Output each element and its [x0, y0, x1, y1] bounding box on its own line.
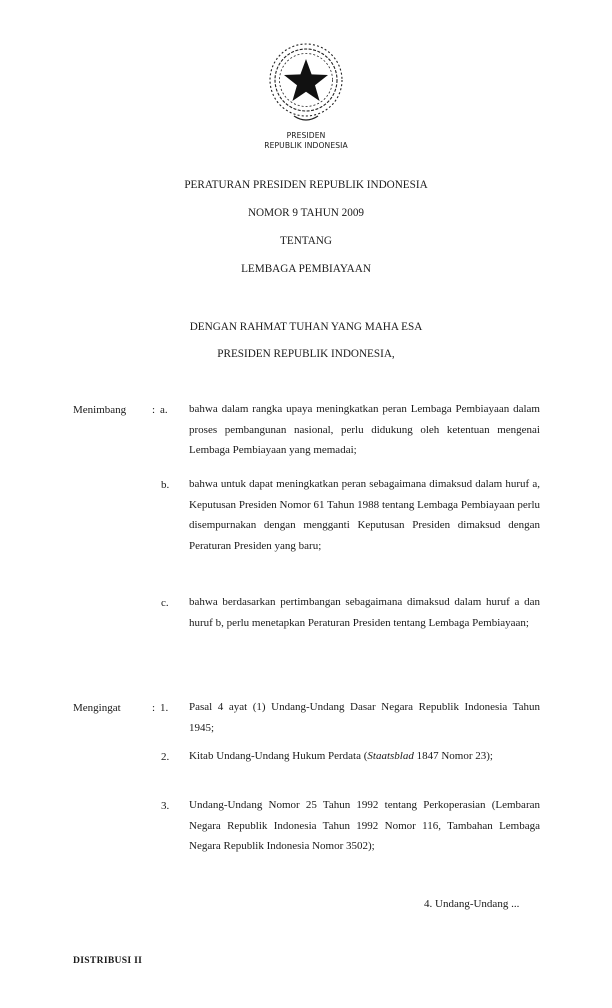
item-2-text-before: Kitab Undang-Undang Hukum Perdata ( [189, 750, 368, 762]
mengingat-label: Mengingat [73, 702, 121, 714]
emblem-caption-republik: REPUBLIK INDONESIA [264, 141, 348, 150]
menimbang-colon: : [152, 404, 156, 416]
emblem-caption-presiden: PRESIDEN [286, 131, 326, 140]
menimbang-label: Menimbang [73, 404, 127, 416]
menimbang-item-c: bahwa berdasarkan pertimbangan sebagaimana dimaksud dalam huruf a dan huruf b, perlu menetapkan Peraturan Presiden tentang Lembaga Pembiayaan; [189, 596, 540, 629]
regulation-about: TENTANG [280, 235, 332, 247]
menimbang-item-b: bahwa untuk dapat meningkatkan peran sebagaimana dimaksud dalam huruf a, Keputusan Presiden Nomor 61 Tahun 1988 tentang Lembaga Pembiayaan perlu disempurnakan dengan mengganti Keputusan Presiden dimaksud dengan Peraturan Presiden yang baru; [189, 478, 540, 552]
menimbang-item-a: bahwa dalam rangka upaya meningkatkan peran Lembaga Pembiayaan dalam proses pembangunan nasional, perlu didukung oleh ketentuan mengenai Lembaga Pembiayaan yang memadai; [189, 403, 540, 457]
mengingat-item-3: Undang-Undang Nomor 25 Tahun 1992 tentang Perkoperasian (Lembaran Negara Republik Indonesia Tahun 1992 Nomor 116, Tambahan Lembaga Negara Republik Indonesia Nomor 3502); [189, 799, 540, 853]
mengingat-item-2 [189, 746, 540, 767]
mengingat-item-3-marker: 3. [161, 800, 170, 812]
item-2-text-after: 1847 Nomor 23); [413, 750, 493, 762]
preamble-line-2: PRESIDEN REPUBLIK INDONESIA, [217, 348, 395, 360]
menimbang-item-a-marker: a. [160, 404, 168, 416]
mengingat-item-2-marker: 2. [161, 751, 170, 763]
item-2-italic-staatsblad: Staatsblad [367, 750, 414, 762]
regulation-number: NOMOR 9 TAHUN 2009 [247, 207, 365, 219]
preamble-line-1: DENGAN RAHMAT TUHAN YANG MAHA ESA [189, 321, 423, 333]
menimbang-item-c-marker: c. [161, 597, 169, 609]
garuda-star-emblem-icon [266, 40, 346, 126]
distribution-label: DISTRIBUSI II [73, 955, 143, 966]
regulation-subject: LEMBAGA PEMBIAYAAN [241, 263, 371, 275]
menimbang-item-b-marker: b. [161, 479, 170, 491]
mengingat-colon: : [152, 702, 156, 714]
mengingat-item-1-marker: 1. [160, 702, 169, 714]
page-catchword: 4. Undang-Undang ... [424, 898, 520, 910]
regulation-title: PERATURAN PRESIDEN REPUBLIK INDONESIA [184, 179, 428, 191]
mengingat-item-1: Pasal 4 ayat (1) Undang-Undang Dasar Negara Republik Indonesia Tahun 1945; [189, 701, 540, 734]
